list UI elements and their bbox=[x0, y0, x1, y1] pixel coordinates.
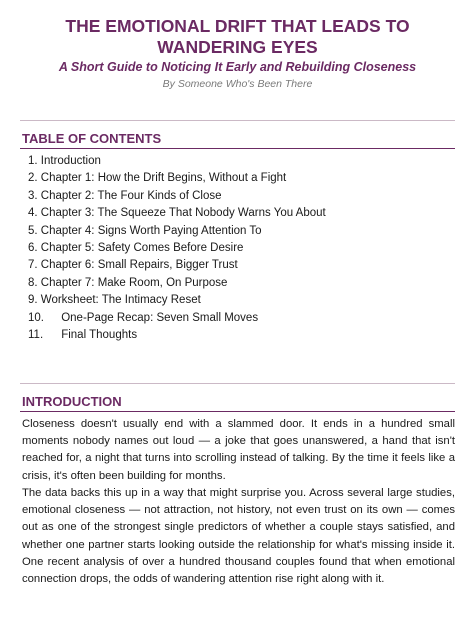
toc-item-label: Final Thoughts bbox=[61, 329, 138, 342]
toc-item-label: Introduction bbox=[40, 155, 101, 167]
toc-item-number: 3. bbox=[28, 189, 38, 202]
document-title-line-2: WANDERING EYES bbox=[157, 37, 318, 57]
document-subtitle: A Short Guide to Noticing It Early and Rebuilding Closeness bbox=[58, 60, 417, 74]
toc-item-label: Chapter 7: Make Room, On Purpose bbox=[40, 276, 228, 289]
toc-item[interactable] bbox=[28, 223, 326, 240]
toc-heading: TABLE OF CONTENTS bbox=[22, 131, 162, 146]
toc-item[interactable] bbox=[28, 170, 326, 187]
toc-item[interactable] bbox=[28, 327, 326, 344]
introduction-paragraph-2: The data backs this up in a way that might surprise you. Across several large studies, emotional closeness — not attraction, not history, not even trust on its own — comes out as one of the strongest single predictors of whether a couple stays satisfied, and whether one partner starts looking outside the relationship for what's missing inside it. One recent analysis of over a hundred thousand couples found that when emotional connection drops, the odds of wandering attention rise right along with it. bbox=[22, 487, 455, 586]
toc-item-number: 11. bbox=[28, 329, 44, 342]
toc-item-number: 8. bbox=[28, 276, 38, 289]
toc-item-number: 6. bbox=[28, 242, 38, 255]
toc-item-label: Chapter 5: Safety Comes Before Desire bbox=[40, 242, 244, 255]
toc-item[interactable] bbox=[28, 153, 326, 170]
toc-item[interactable] bbox=[28, 310, 326, 327]
toc-item-number: 2. bbox=[28, 172, 38, 185]
document-author: By Someone Who's Been There bbox=[162, 78, 313, 90]
toc-item[interactable] bbox=[28, 205, 326, 222]
toc-item-number: 9. bbox=[28, 294, 38, 307]
toc-item-label: Chapter 1: How the Drift Begins, Without a Fight bbox=[40, 172, 287, 185]
toc-item[interactable] bbox=[28, 292, 326, 309]
toc-heading-underline bbox=[20, 148, 455, 149]
toc-item[interactable] bbox=[28, 257, 326, 274]
toc-item-label: Chapter 3: The Squeeze That Nobody Warns You About bbox=[40, 207, 326, 220]
toc-item[interactable] bbox=[28, 275, 326, 292]
toc-item-label: One-Page Recap: Seven Small Moves bbox=[61, 311, 259, 324]
header-divider bbox=[20, 120, 455, 121]
table-of-contents bbox=[28, 153, 326, 344]
toc-item-number: 5. bbox=[28, 224, 38, 237]
document-title bbox=[20, 16, 455, 58]
toc-item-label: Chapter 2: The Four Kinds of Close bbox=[40, 189, 222, 202]
document-title-line-1: THE EMOTIONAL DRIFT THAT LEADS TO bbox=[65, 16, 410, 36]
toc-item-number: 7. bbox=[28, 259, 38, 272]
toc-item-number: 4. bbox=[28, 207, 38, 220]
introduction-heading-underline bbox=[20, 411, 455, 412]
introduction-heading: INTRODUCTION bbox=[22, 394, 122, 409]
toc-item-label: Chapter 6: Small Repairs, Bigger Trust bbox=[40, 259, 238, 272]
toc-item-number: 10. bbox=[28, 311, 44, 324]
section-divider bbox=[20, 383, 455, 384]
toc-item-number: 1. bbox=[28, 155, 38, 167]
introduction-paragraph-1: Closeness doesn't usually end with a slammed door. It ends in a hundred small moments nobody names out loud — a joke that goes unanswered, a hand that isn't reached for, a night that turns into scrolling instead of talking. By the time it feels like a crisis, it's often been building for months. bbox=[22, 418, 455, 482]
toc-item-label: Chapter 4: Signs Worth Paying Attention To bbox=[40, 224, 262, 237]
toc-item[interactable] bbox=[28, 188, 326, 205]
toc-item-label: Worksheet: The Intimacy Reset bbox=[40, 294, 201, 307]
toc-item[interactable] bbox=[28, 240, 326, 257]
